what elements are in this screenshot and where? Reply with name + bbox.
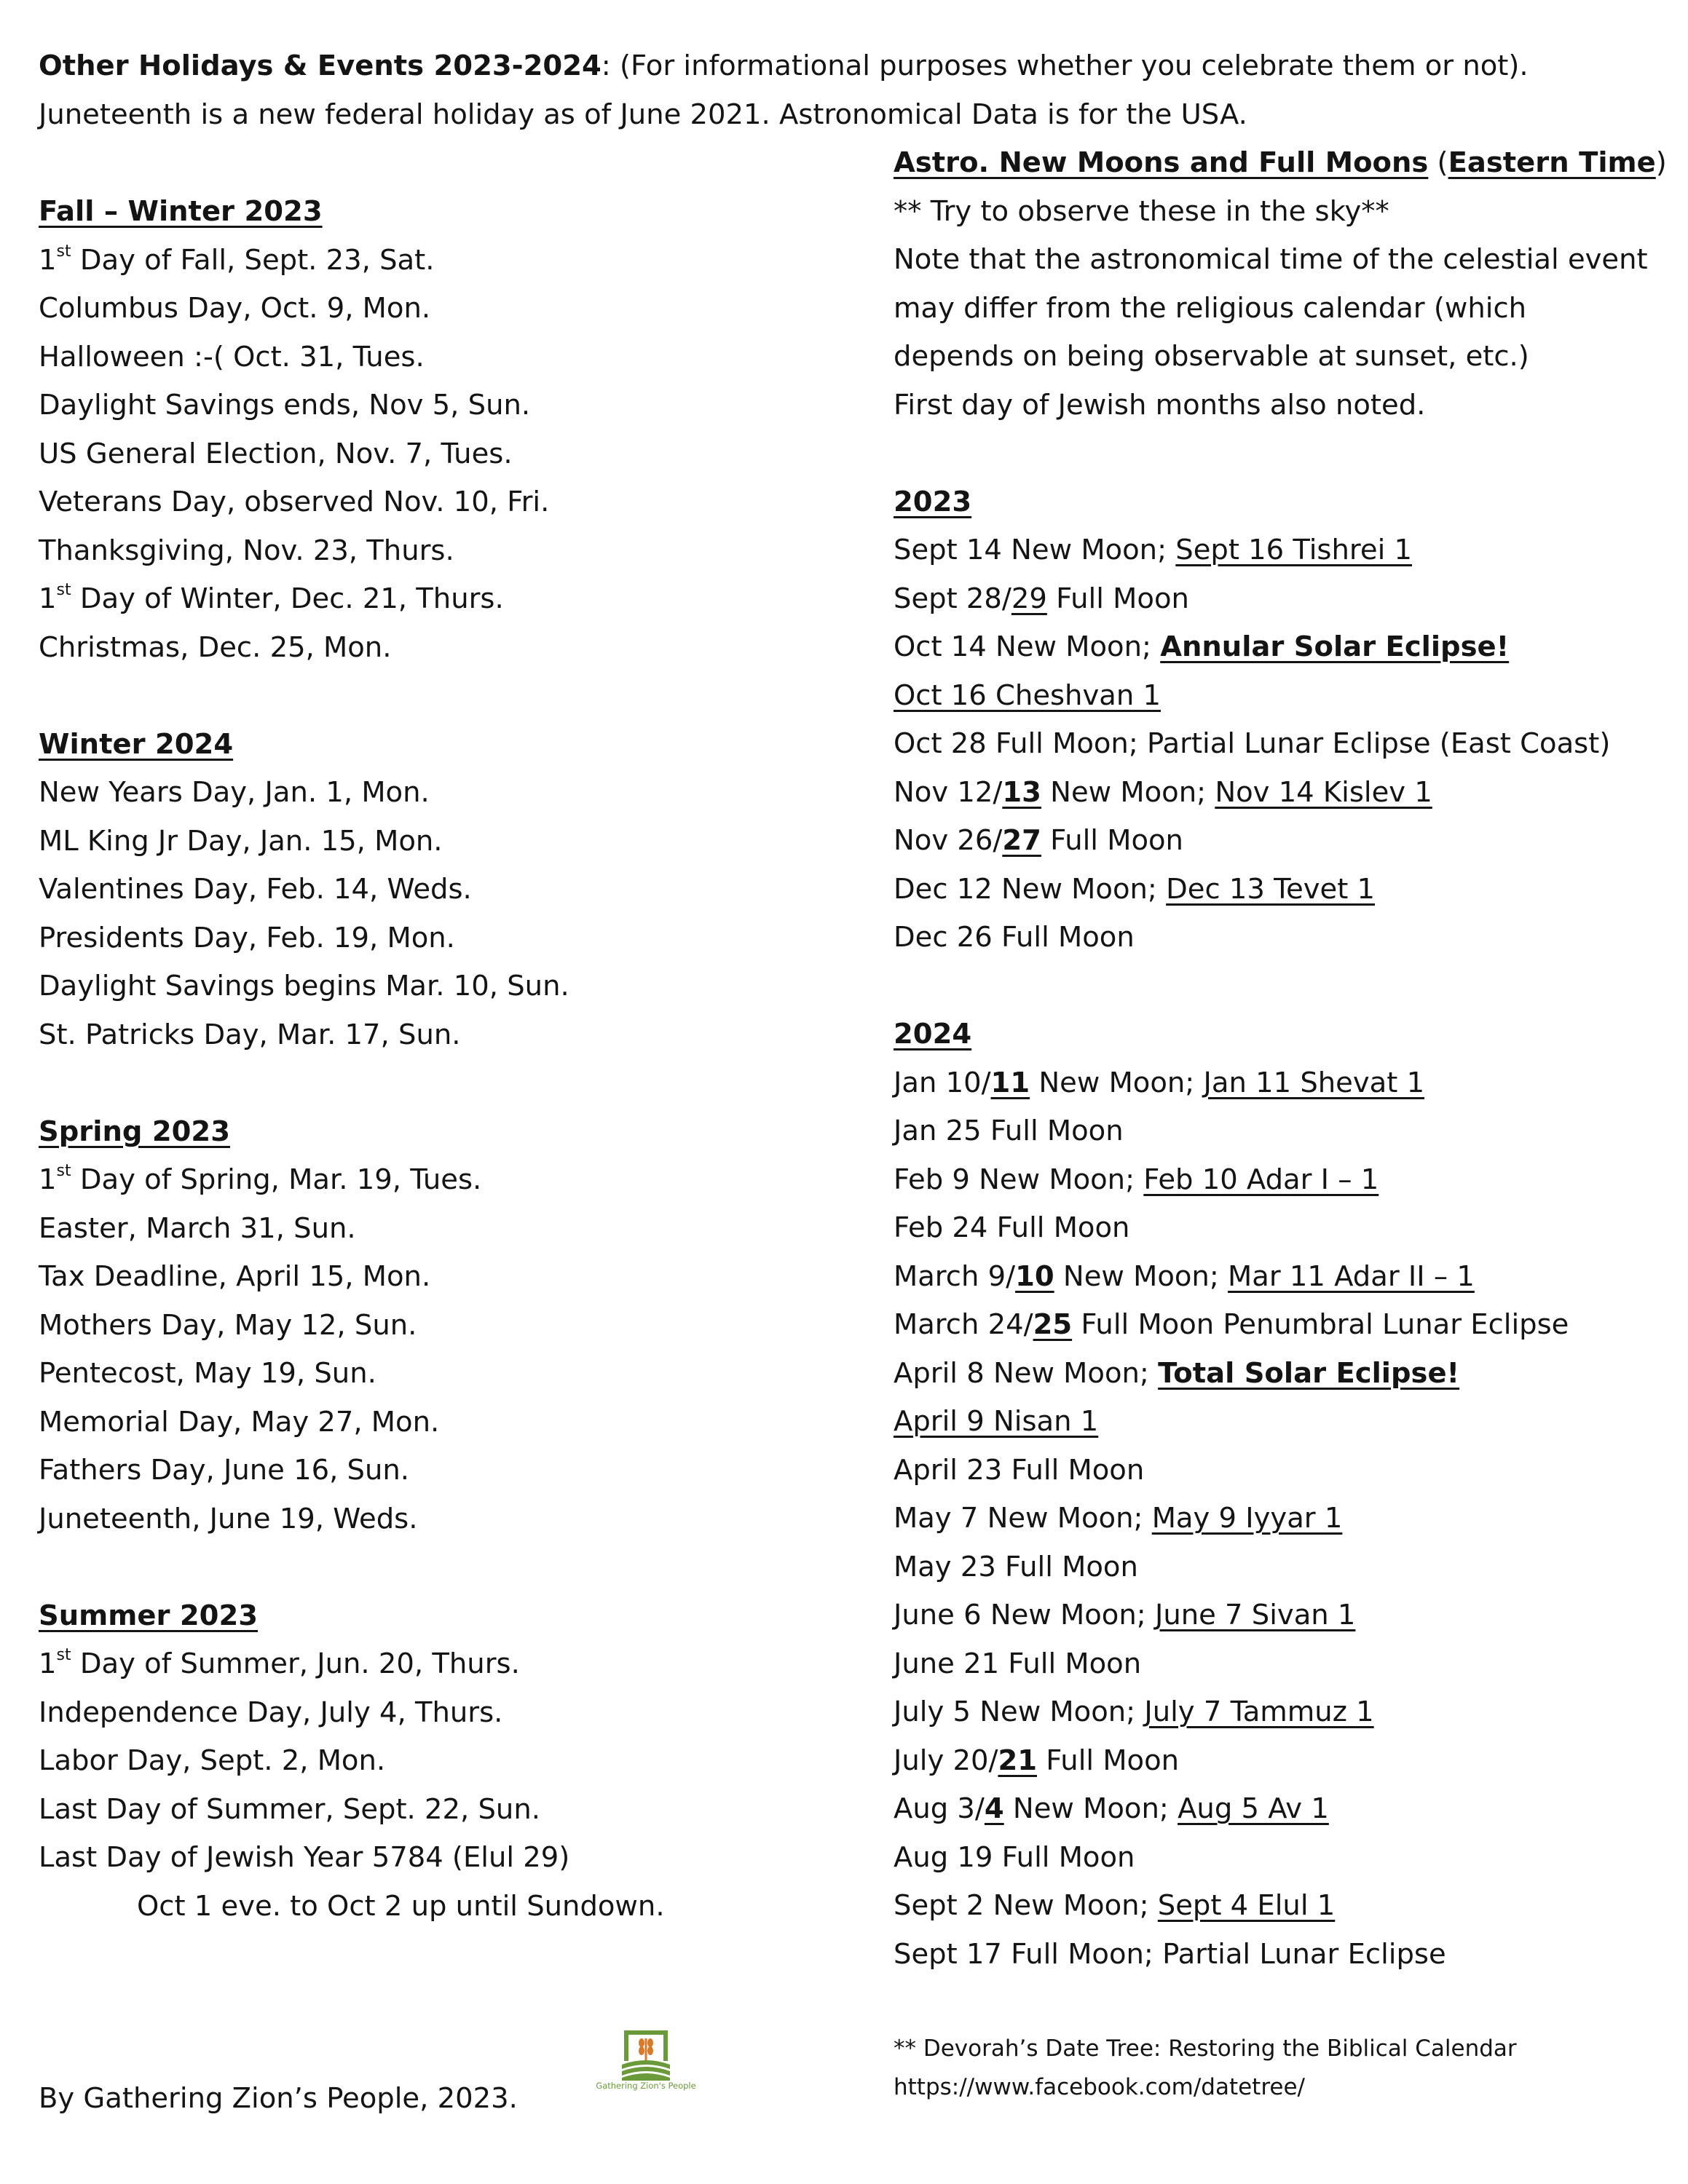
moons-note: Note that the astronomical time of the celestial event — [894, 243, 1648, 276]
list-item: Juneteenth, June 19, Weds. — [39, 1502, 418, 1535]
list-item: 1st Day of Spring, Mar. 19, Tues. — [39, 1162, 482, 1196]
moon-item: July 20/21 Full Moon — [894, 1744, 1180, 1777]
moon-item: July 5 New Moon; July 7 Tammuz 1 — [894, 1696, 1374, 1728]
intro — [39, 42, 1655, 139]
moon-item: Aug 19 Full Moon — [894, 1840, 1135, 1874]
year-heading-2023: 2023 — [894, 485, 972, 518]
moon-item: Dec 12 New Moon; Dec 13 Tevet 1 — [894, 872, 1376, 906]
moons-note: ** Try to observe these in the sky** — [894, 194, 1389, 228]
spacer — [39, 1059, 876, 1108]
year-heading-2024: 2024 — [894, 1018, 972, 1051]
source-credit — [894, 2030, 1517, 2107]
moon-item: Sept 14 New Moon; Sept 16 Tishrei 1 — [894, 534, 1412, 566]
moons-note: may differ from the religious calendar (which — [894, 291, 1527, 325]
list-item: Memorial Day, May 27, Mon. — [39, 1405, 440, 1439]
list-item: Easter, March 31, Sun. — [39, 1211, 356, 1245]
spacer — [894, 430, 1673, 478]
list-item: 1st Day of Winter, Dec. 21, Thurs. — [39, 581, 504, 615]
moons-note: depends on being observable at sunset, etc.) — [894, 340, 1529, 373]
list-item: Fathers Day, June 16, Sun. — [39, 1454, 410, 1487]
list-item: Thanksgiving, Nov. 23, Thurs. — [39, 534, 454, 567]
spacer — [894, 962, 1673, 1011]
moon-item: Oct 16 Cheshvan 1 — [894, 678, 1161, 712]
moon-item: April 23 Full Moon — [894, 1453, 1145, 1487]
gathering-zions-people-logo — [584, 2028, 708, 2101]
moon-item: Jan 25 Full Moon — [894, 1115, 1124, 1147]
list-item: Christmas, Dec. 25, Mon. — [39, 630, 392, 664]
source-link[interactable]: https://www.facebook.com/datetree/ — [894, 2074, 1305, 2100]
list-item: 1st Day of Summer, Jun. 20, Thurs. — [39, 1646, 520, 1680]
moons-header: Astro. New Moons and Full Moons (Eastern Time) — [894, 146, 1667, 179]
moon-item: Nov 26/27 Full Moon — [894, 824, 1183, 857]
section-heading-spring: Spring 2023 — [39, 1115, 230, 1148]
list-item: Pentecost, May 19, Sun. — [39, 1357, 376, 1390]
holidays-column — [39, 188, 876, 1931]
list-item: Labor Day, Sept. 2, Mon. — [39, 1744, 386, 1777]
intro-subtitle: : (For informational purposes whether you celebrate them or not). — [601, 50, 1529, 82]
section-heading-winter: Winter 2024 — [39, 727, 234, 761]
list-item: US General Election, Nov. 7, Tues. — [39, 437, 513, 470]
section-heading-summer: Summer 2023 — [39, 1599, 259, 1632]
list-item: 1st Day of Fall, Sept. 23, Sat. — [39, 242, 435, 277]
moon-item: May 7 New Moon; May 9 Iyyar 1 — [894, 1502, 1343, 1535]
logo-text: Gathering Zion's People — [596, 2081, 696, 2091]
source-title: ** Devorah’s Date Tree: Restoring the Biblical Calendar — [894, 2035, 1517, 2062]
wheat-logo-icon — [620, 2028, 671, 2081]
author-credit: By Gathering Zion’s People, 2023. — [39, 2082, 518, 2115]
list-item: Daylight Savings begins Mar. 10, Sun. — [39, 970, 569, 1002]
moon-item: Oct 28 Full Moon; Partial Lunar Eclipse (East Coast) — [894, 727, 1611, 760]
list-item: Columbus Day, Oct. 9, Mon. — [39, 292, 431, 325]
moon-item: Sept 17 Full Moon; Partial Lunar Eclipse — [894, 1937, 1446, 1971]
list-item: St. Patricks Day, Mar. 17, Sun. — [39, 1018, 461, 1051]
intro-title: Other Holidays & Events 2023-2024 — [39, 50, 602, 82]
section-heading-fall: Fall – Winter 2023 — [39, 195, 323, 228]
moon-item: Dec 26 Full Moon — [894, 921, 1135, 954]
intro-line-1 — [39, 42, 1655, 91]
moon-item: June 6 New Moon; June 7 Sivan 1 — [894, 1599, 1356, 1631]
moon-item: Feb 24 Full Moon — [894, 1211, 1130, 1244]
list-item: Last Day of Jewish Year 5784 (Elul 29) — [39, 1841, 570, 1874]
list-item: Tax Deadline, April 15, Mon. — [39, 1260, 431, 1293]
intro-line-2: Juneteenth is a new federal holiday as of June 2021. Astronomical Data is for the USA. — [39, 98, 1247, 131]
moon-item: April 8 New Moon; Total Solar Eclipse! — [894, 1356, 1460, 1390]
list-item: Mothers Day, May 12, Sun. — [39, 1308, 417, 1342]
moon-item: May 23 Full Moon — [894, 1550, 1138, 1583]
list-item: Last Day of Summer, Sept. 22, Sun. — [39, 1792, 540, 1826]
list-item: ML King Jr Day, Jan. 15, Mon. — [39, 824, 443, 858]
spacer — [39, 672, 876, 721]
moon-item: Sept 28/29 Full Moon — [894, 582, 1189, 615]
moons-column — [894, 139, 1673, 1979]
moon-item: Jan 10/11 New Moon; Jan 11 Shevat 1 — [894, 1066, 1425, 1099]
list-item: Halloween :-( Oct. 31, Tues. — [39, 340, 425, 373]
moons-note: First day of Jewish months also noted. — [894, 388, 1426, 422]
list-item: Independence Day, July 4, Thurs. — [39, 1696, 503, 1729]
list-item: Veterans Day, observed Nov. 10, Fri. — [39, 486, 550, 518]
list-item: Daylight Savings ends, Nov 5, Sun. — [39, 389, 531, 422]
moon-item: Feb 9 New Moon; Feb 10 Adar I – 1 — [894, 1163, 1379, 1196]
moon-item: March 9/10 New Moon; Mar 11 Adar II – 1 — [894, 1259, 1475, 1293]
moon-item: Nov 12/13 New Moon; Nov 14 Kislev 1 — [894, 775, 1432, 809]
list-item: Valentines Day, Feb. 14, Weds. — [39, 873, 472, 906]
list-item-indented: Oct 1 eve. to Oct 2 up until Sundown. — [137, 1889, 665, 1923]
spacer — [39, 1543, 876, 1592]
moon-item: Aug 3/4 New Moon; Aug 5 Av 1 — [894, 1792, 1329, 1825]
moon-item: April 9 Nisan 1 — [894, 1405, 1099, 1438]
moon-item: June 21 Full Moon — [894, 1647, 1142, 1680]
moon-item: Sept 2 New Moon; Sept 4 Elul 1 — [894, 1889, 1336, 1922]
moon-item: March 24/25 Full Moon Penumbral Lunar Eclipse — [894, 1308, 1569, 1341]
list-item: Presidents Day, Feb. 19, Mon. — [39, 921, 455, 954]
list-item: New Years Day, Jan. 1, Mon. — [39, 776, 430, 809]
moon-item: Oct 14 New Moon; Annular Solar Eclipse! — [894, 630, 1510, 663]
